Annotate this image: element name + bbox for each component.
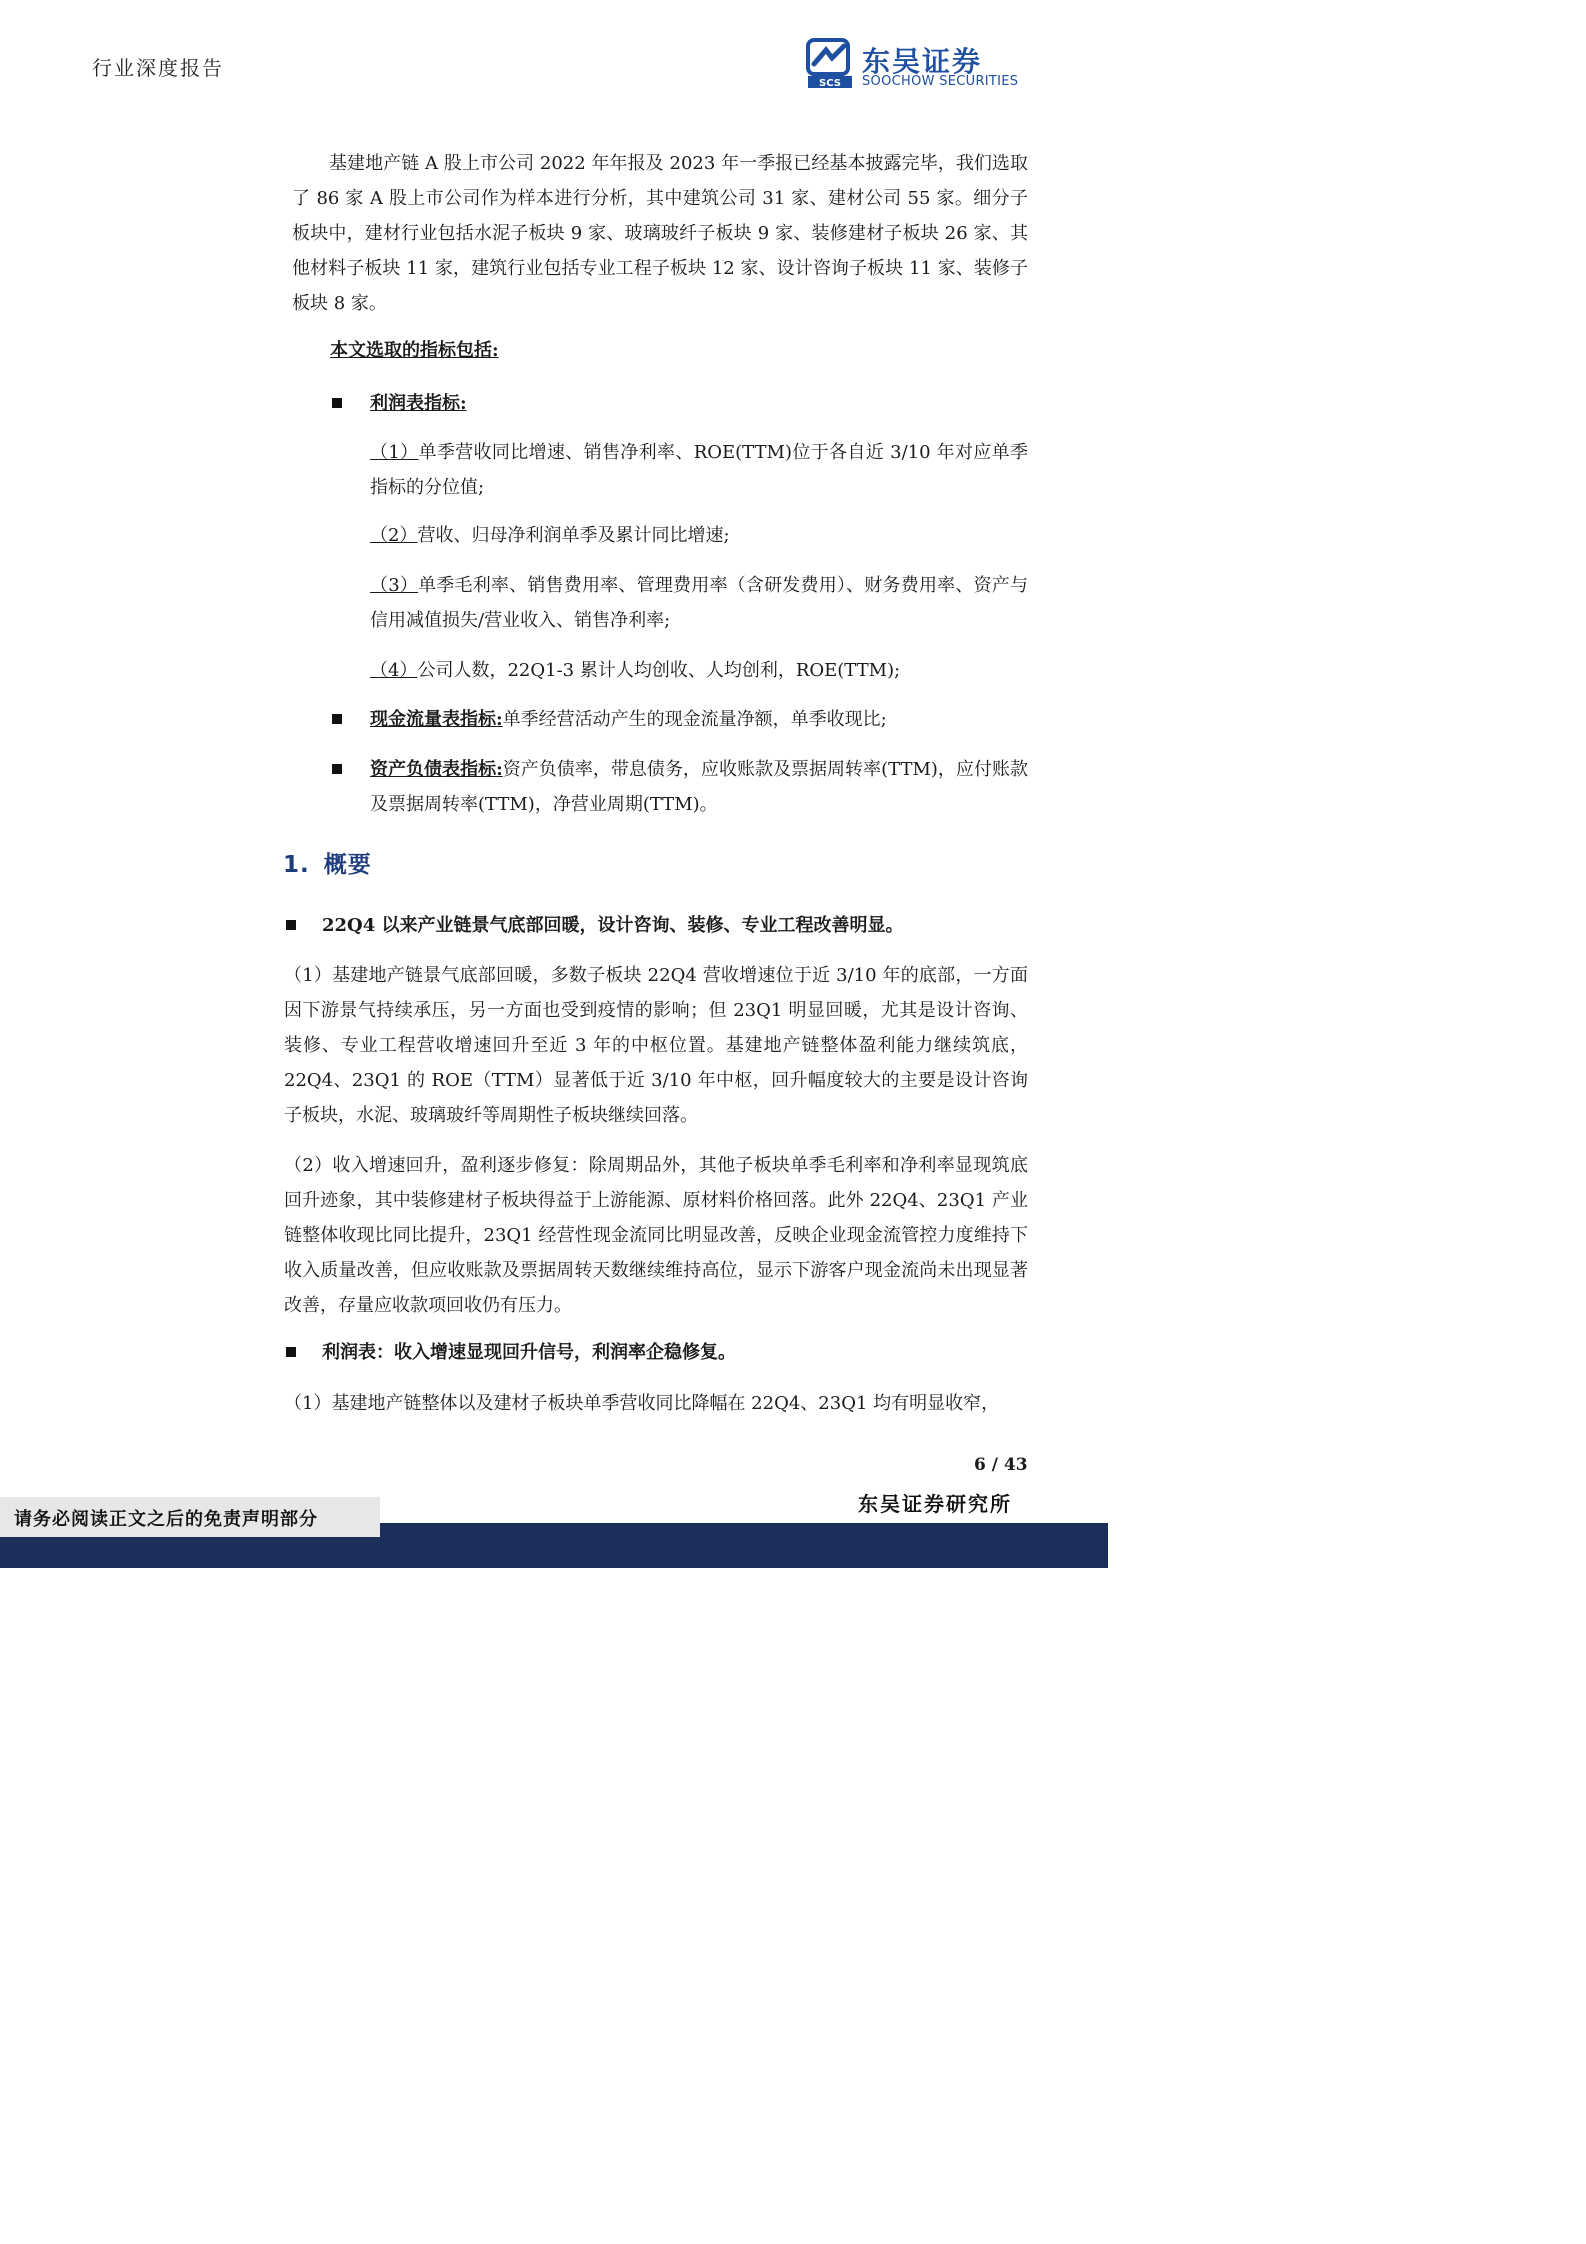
section-heading — [283, 846, 372, 879]
report-type: 行业深度报告 — [92, 56, 224, 80]
section-number: 1. — [283, 852, 310, 878]
brand-logo — [806, 38, 1036, 94]
item-tag: （2） — [370, 525, 418, 546]
summary-paragraph-1: （1）基建地产链景气底部回暖，多数子板块 22Q4 营收增速位于近 3/10 年的底部，一方面因下游景气持续承压，另一方面也受到疫情的影响；但 23Q1 明显回暖，尤其是设计咨询、装修、专业工程营收增速回升至近 3 年的中枢位置。基建地产链整体盈利能力继续筑底，22Q4、23Q1 的 ROE（TTM）显著低于近 3/10 年中枢，回升幅度较大的主要是设计咨询子板块，水泥、玻璃玻纤等周期性子板块继续回落。 — [284, 965, 1028, 1126]
bullet-square-icon — [332, 764, 342, 774]
balance-indicators-heading: 资产负债表指标: — [370, 759, 503, 780]
section-title: 概要 — [323, 852, 372, 878]
cashflow-indicators — [370, 702, 1028, 737]
logo-mark-text: SCS — [819, 78, 841, 89]
income-indicator-item-2 — [370, 518, 1028, 553]
logo-english-name: SOOCHOW SECURITIES — [862, 74, 1019, 89]
income-paragraph-1: （1）基建地产链整体以及建材子板块单季营收同比降幅在 22Q4、23Q1 均有明显收窄， — [284, 1393, 1000, 1414]
logo-name: 东吴证券 — [862, 45, 983, 78]
income-indicator-item-4 — [370, 653, 1028, 688]
income-indicator-item-3 — [370, 568, 1028, 638]
bullet-square-icon — [286, 1347, 296, 1357]
item-tag: （3） — [370, 575, 419, 596]
keypoint-2: 利润表：收入增速显现回升信号，利润率企稳修复。 — [322, 1342, 736, 1363]
bullet-square-icon — [332, 714, 342, 724]
cashflow-indicators-heading: 现金流量表指标: — [370, 709, 503, 730]
item-text: 单季毛利率、销售费用率、管理费用率（含研发费用）、财务费用率、资产与信用减值损失/营业收入、销售净利率; — [370, 575, 1029, 631]
balance-indicators — [370, 752, 1028, 822]
bullet-square-icon — [286, 920, 296, 930]
page-number: 6 / 43 — [974, 1455, 1028, 1475]
bullet-square-icon — [332, 398, 342, 408]
keypoint-1: 22Q4 以来产业链景气底部回暖，设计咨询、装修、专业工程改善明显。 — [322, 915, 904, 936]
intro-paragraph: 基建地产链 A 股上市公司 2022 年年报及 2023 年一季报已经基本披露完毕，我们选取了 86 家 A 股上市公司作为样本进行分析，其中建筑公司 31 家、建材公司 55 家。细分子板块中，建材行业包括水泥子板块 9 家、玻璃玻纤子板块 9 家、装修建材子板块 26 家、其他材料子板块 11 家，建筑行业包括专业工程子板块 12 家、设计咨询子板块 11 家、装修子板块 8 家。 — [292, 153, 1028, 314]
indicators-lead: 本文选取的指标包括: — [330, 340, 499, 361]
item-tag: （1） — [370, 442, 419, 463]
item-tag: （4） — [370, 660, 418, 681]
item-text: 营收、归母净利润单季及累计同比增速; — [417, 525, 730, 546]
balance-indicators-text: 资产负债率，带息债务，应收账款及票据周转率(TTM)，应付账款及票据周转率(TTM)，净营业周期(TTM)。 — [370, 759, 1028, 815]
logo-mark-icon — [806, 38, 854, 90]
item-text: 公司人数，22Q1-3 累计人均创收、人均创利，ROE(TTM); — [417, 660, 901, 681]
footer-disclaimer: 请务必阅读正文之后的免责声明部分 — [14, 1509, 318, 1530]
footer-org-name: 东吴证券研究所 — [858, 1492, 1012, 1516]
income-indicator-item-1 — [370, 435, 1028, 505]
item-text: 单季营收同比增速、销售净利率、ROE(TTM)位于各自近 3/10 年对应单季指标的分位值; — [370, 442, 1028, 498]
summary-paragraph-2: （2）收入增速回升，盈利逐步修复：除周期品外，其他子板块单季毛利率和净利率显现筑底回升迹象，其中装修建材子板块得益于上游能源、原材料价格回落。此外 22Q4、23Q1 产业链整体收现比同比提升，23Q1 经营性现金流同比明显改善，反映企业现金流管控力度维持下收入质量改善，但应收账款及票据周转天数继续维持高位，显示下游客户现金流尚未出现显著改善，存量应收款项回收仍有压力。 — [284, 1155, 1028, 1316]
income-indicators-heading: 利润表指标: — [370, 393, 467, 414]
cashflow-indicators-text: 单季经营活动产生的现金流量净额，单季收现比; — [502, 709, 887, 730]
